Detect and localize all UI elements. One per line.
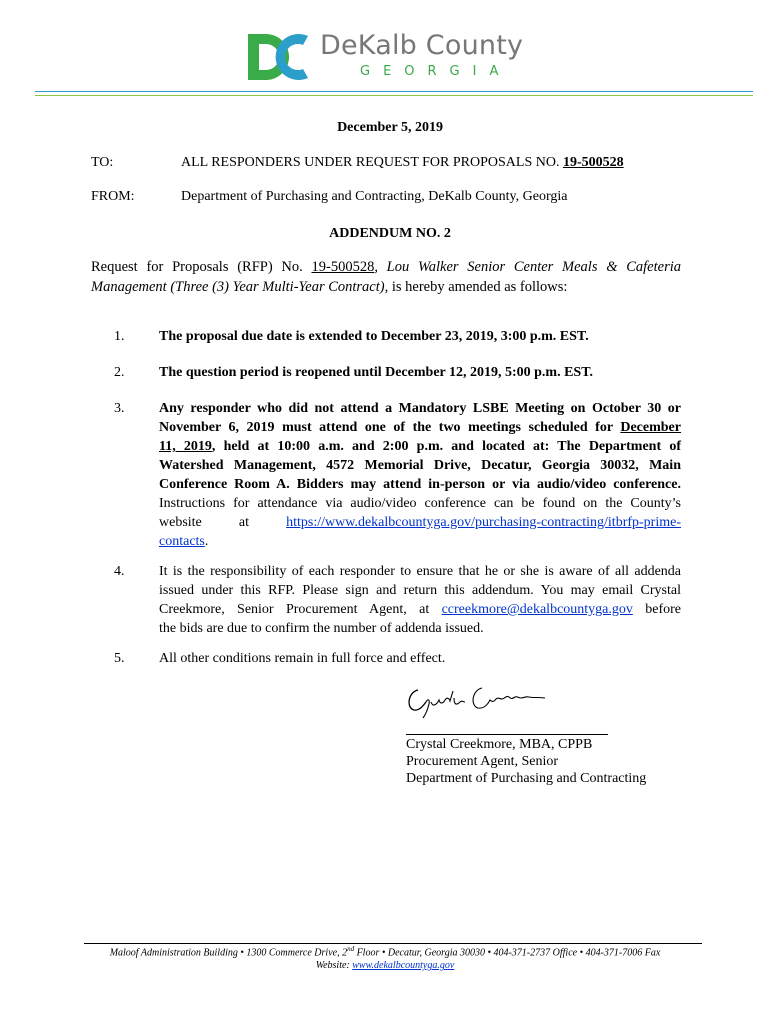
item-1-number: 1. [114,329,125,344]
item-2-text: The question period is reopened until December 12, 2019, 5:00 p.m. EST. [159,365,594,380]
item-3-line2b: December [620,420,681,435]
header-rule-green [35,95,753,96]
item-3-line7 [159,513,681,532]
item-4-line2: issued under this RFP. Please sign and return this addendum. You may email Crystal [159,583,681,598]
footer-website [0,960,770,971]
item-2-number: 2. [114,365,125,380]
item-3-line4: Watershed Management, 4572 Memorial Drive, Decatur, Georgia 30032, Main [159,458,681,473]
letter-date: December 5, 2019 [337,120,443,135]
item-3-body [159,399,681,551]
intro-paragraph [91,257,681,297]
footer-address-a: Maloof Administration Building • 1300 Commerce Drive, 2 [109,947,348,959]
item-5-text: All other conditions remain in full force and effect. [159,651,446,666]
rfp-number: 19-500528 [562,155,624,170]
intro-number: 19-500528 [311,259,375,275]
to-label: TO: [91,155,114,170]
item-5-number: 5. [114,651,125,666]
item-3-number: 3. [114,401,125,416]
org-state: GEORGIA [360,64,512,79]
intro-prefix: Request for Proposals (RFP) No. [91,259,303,275]
signer-title: Procurement Agent, Senior [406,754,559,769]
item-3-line1: Any responder who did not attend a Mandatory LSBE Meeting on October 30 or [159,401,681,416]
item-3-at: at [238,515,249,530]
item-3-line6: Instructions for attendance via audio/video conference can be found on the County’s [159,496,681,511]
item-3-line3b: , held at 10:00 a.m. and 2:00 p.m. and located at: The Department of [211,439,681,454]
item-4-line4: the bids are due to confirm the number of addenda issued. [159,621,484,636]
signature-image [404,684,554,724]
item-4-number: 4. [114,564,125,579]
item-3-line5: Conference Room A. Bidders may attend in-person or via audio/video conference. [159,477,681,492]
item-1-text: The proposal due date is extended to December 23, 2019, 3:00 p.m. EST. [159,329,589,344]
footer-website-label: Website: [315,960,350,971]
footer-address [0,945,770,958]
intro-suffix: is hereby amended as follows: [388,279,568,295]
from-label: FROM: [91,189,135,204]
item-3-link[interactable]: https://www.dekalbcountyga.gov/purchasing-contracting/itbrfp-prime- [286,515,682,530]
org-name: DeKalb County [320,30,524,61]
item-3-line3 [159,437,681,456]
item-4-line1: It is the responsibility of each responder to ensure that he or she is aware of all addenda [159,564,681,579]
intro-title-line2: Management (Three (3) Year Multi-Year Contract), [91,279,389,295]
item-3-website-label: website [159,515,202,530]
item-3-line2a: November 6, 2019 must attend one of the two meetings scheduled for [159,420,613,435]
item-4-line3a: Creekmore, Senior Procurement Agent, at [159,602,430,617]
footer-website-link[interactable]: www.dekalbcountyga.gov [352,960,455,971]
from-text: Department of Purchasing and Contracting, DeKalb County, Georgia [181,189,568,204]
footer-address-b: Floor • Decatur, Georgia 30030 • 404-371-2737 Office • 404-371-7006 Fax [354,947,661,959]
item-3-line3a: 11, 2019 [159,439,212,454]
intro-title-line1: , Lou Walker Senior Center Meals & Cafeteria [374,259,681,275]
item-3-line2 [159,418,681,437]
signer-department: Department of Purchasing and Contracting [406,771,647,786]
to-line [181,153,624,173]
footer-address-sup: nd [347,945,355,953]
item-3-link-cont[interactable]: contacts [159,534,205,549]
item-4-line3 [159,600,681,619]
signer-name: Crystal Creekmore, MBA, CPPB [406,737,593,752]
to-text: ALL RESPONDERS UNDER REQUEST FOR PROPOSALS NO. [181,155,560,170]
email-link[interactable]: ccreekmore@dekalbcountyga.gov [441,602,633,617]
addendum-title: ADDENDUM NO. 2 [329,226,451,241]
footer-rule [84,943,702,944]
item-3-period: . [204,534,209,549]
item-4-body [159,562,681,638]
header-rule-blue [35,91,753,92]
item-3-line8 [159,532,681,551]
item-4-line3b: before [645,602,682,617]
